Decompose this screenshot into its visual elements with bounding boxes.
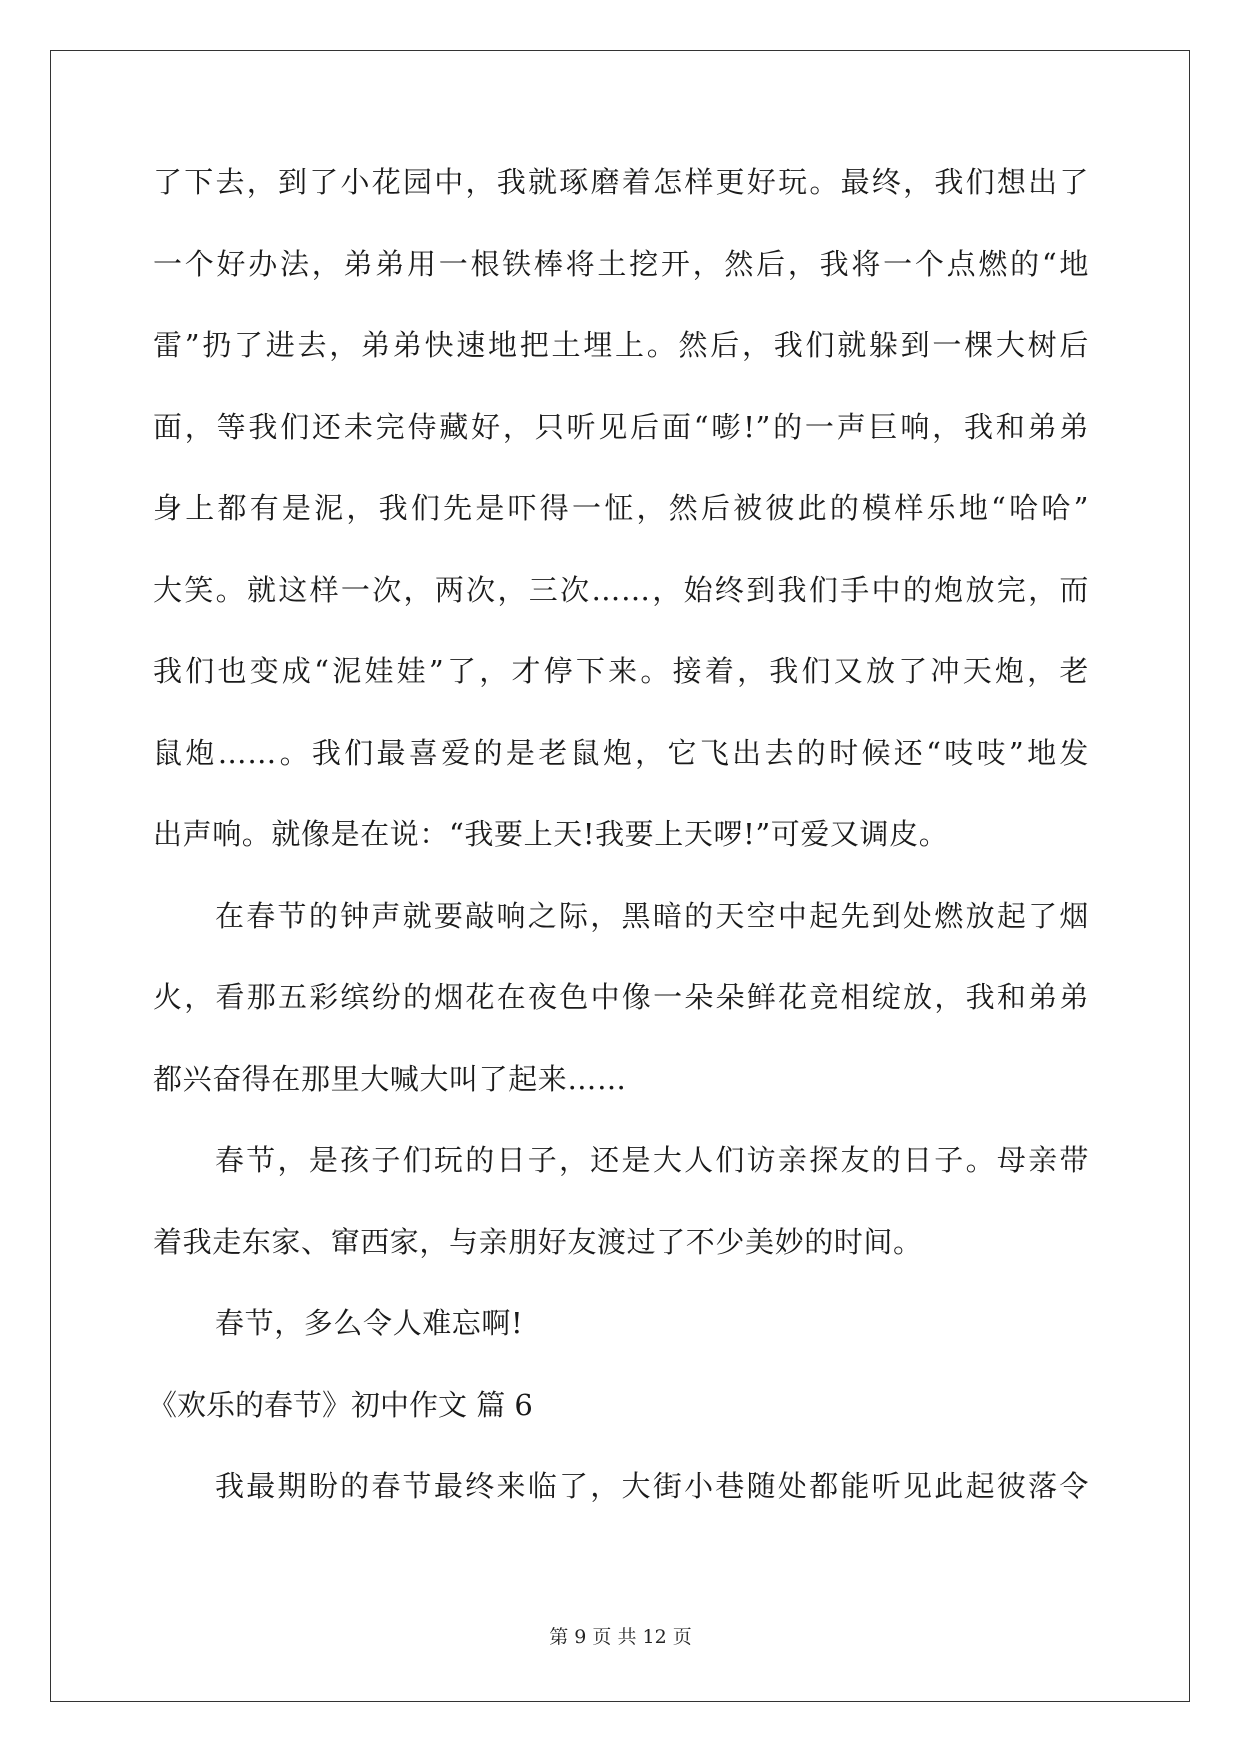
text-line: 出声响。就像是在说：“我要上天!我要上天啰!”可爱又调皮。 <box>153 817 949 851</box>
text-line: 身上都有是泥，我们先是吓得一怔，然后被彼此的模样乐地“哈哈” <box>153 491 1089 525</box>
text-line: 雷”扔了进去，弟弟快速地把土埋上。然后，我们就躲到一棵大树后 <box>153 328 1089 362</box>
text-line: 大笑。就这样一次，两次，三次……，始终到我们手中的炮放完，而 <box>153 572 1089 607</box>
text-line: 都兴奋得在那里大喊大叫了起来…… <box>153 1061 627 1096</box>
text-line: 着我走东家、窜西家，与亲朋好友渡过了不少美妙的时间。 <box>153 1224 923 1259</box>
text-line: 我们也变成“泥娃娃”了，才停下来。接着，我们又放了冲天炮，老 <box>153 654 1089 688</box>
page-number-footer: 第 9 页 共 12 页 <box>549 1626 692 1648</box>
text-line: 火，看那五彩缤纷的烟花在夜色中像一朵朵鲜花竞相绽放，我和弟弟 <box>153 980 1089 1014</box>
document-body <box>148 160 1089 1546</box>
text-line: 鼠炮……。我们最喜爱的是老鼠炮，它飞出去的时候还“吱吱”地发 <box>153 735 1089 770</box>
text-line: 一个好办法，弟弟用一根铁棒将土挖开，然后，我将一个点燃的“地 <box>153 246 1089 281</box>
paragraph-start-line: 我最期盼的春节最终来临了，大街小巷随处都能听见此起彼落令 <box>215 1469 1089 1503</box>
section-heading: 《欢乐的春节》初中作文 篇 6 <box>148 1387 533 1422</box>
paragraph-start-line: 春节，是孩子们玩的日子，还是大人们访亲探友的日子。母亲带 <box>215 1143 1089 1177</box>
paragraph-start-line: 春节，多么令人难忘啊! <box>215 1306 524 1340</box>
paragraph-start-line: 在春节的钟声就要敲响之际，黑暗的天空中起先到处燃放起了烟 <box>215 898 1089 933</box>
text-line: 面，等我们还未完侍藏好，只听见后面“嘭!”的一声巨响，我和弟弟 <box>153 409 1089 444</box>
text-line: 了下去，到了小花园中，我就琢磨着怎样更好玩。最终，我们想出了 <box>153 165 1089 199</box>
